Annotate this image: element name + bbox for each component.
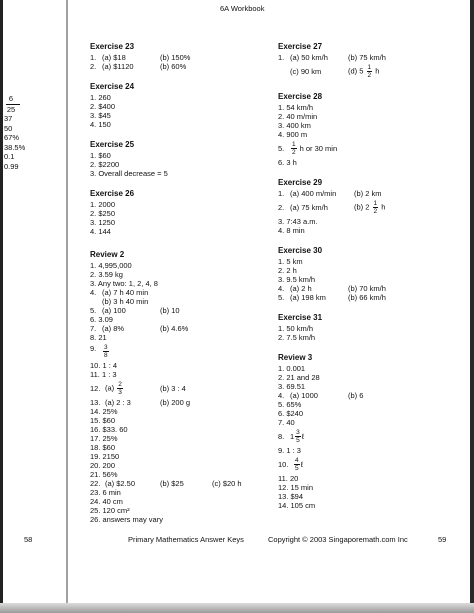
answer-line: 21. 56% <box>90 470 118 479</box>
answer-line: 1. $60 <box>90 151 111 160</box>
item-number: 1. <box>90 53 97 62</box>
answer-line: 19. 2150 <box>90 452 120 461</box>
answer-a: (a) $1120 <box>102 62 134 71</box>
item-number: 5. <box>278 293 285 302</box>
unit: h <box>381 202 386 212</box>
answer-c: (c) $20 h <box>212 479 242 488</box>
answer-line: 3. 9.5 km/h <box>278 275 316 284</box>
exercise-27-title: Exercise 27 <box>278 42 323 51</box>
answer-line: 6. $240 <box>278 409 304 418</box>
item-number: 4. <box>90 288 97 297</box>
answer-line: 1. 260 <box>90 93 111 102</box>
item-number: 10. <box>278 460 289 469</box>
answer-b: (b) 70 km/h <box>348 284 386 293</box>
exercise-24-title: Exercise 24 <box>90 82 135 91</box>
answer-line: 3. 7:43 a.m. <box>278 217 318 226</box>
answer-line: 6. 3.09 <box>90 315 113 324</box>
fraction-numerator: 2 <box>118 381 122 388</box>
bleed-value: 38.5% <box>4 142 26 152</box>
answer-line: 26. answers may vary <box>90 515 163 524</box>
fraction-denominator: 2 <box>367 72 372 79</box>
exercise-29-title: Exercise 29 <box>278 178 323 187</box>
answer-line: 2. $250 <box>90 209 116 218</box>
page-number-left: 58 <box>24 535 33 544</box>
answer-line: 17. 25% <box>90 434 118 443</box>
fraction-denominator: 5 <box>295 465 299 472</box>
fraction-numerator: 1 <box>367 64 372 71</box>
answer-line: 2. 40 m/min <box>278 112 318 121</box>
workbook-header: 6A Workbook <box>220 4 265 13</box>
answer-line: 14. 25% <box>90 407 118 416</box>
exercise-26-title: Exercise 26 <box>90 189 135 198</box>
answer-b: (b) 60% <box>160 62 187 71</box>
fraction <box>367 64 373 79</box>
answer-line: 16. $33. 60 <box>90 425 128 434</box>
answer-line: 2. 21 and 28 <box>278 373 320 382</box>
answer-line: 2. 7.5 km/h <box>278 333 316 342</box>
item-number: 12. <box>90 384 101 393</box>
fraction-denominator: 2 <box>292 149 296 156</box>
answer-line: 3. 400 km <box>278 121 311 130</box>
answer-row <box>278 455 454 474</box>
answer-line: 3. Overall decrease = 5 <box>90 169 168 178</box>
answer-a: (a) 198 km <box>290 293 326 302</box>
item-number: 4. <box>278 284 285 293</box>
exercise-25-title: Exercise 25 <box>90 140 135 149</box>
answer-line: 18. $60 <box>90 443 116 452</box>
scan-edge-right <box>470 0 474 613</box>
fraction <box>103 344 109 359</box>
exercise-31-title: Exercise 31 <box>278 313 323 322</box>
page-number-right: 59 <box>438 535 447 544</box>
answer-line: 1. 54 km/h <box>278 103 314 112</box>
answer-line: 24. 40 cm <box>90 497 123 506</box>
answer-a: (a) 7 h 40 min <box>102 288 149 297</box>
fraction-denominator: 8 <box>104 352 108 359</box>
footer-copyright: Copyright © 2003 Singaporemath.com Inc <box>268 535 408 544</box>
scan-edge-left <box>0 0 3 613</box>
answer-b: (b) 6 <box>348 391 364 400</box>
answer-line: 11. 20 <box>278 474 299 483</box>
answer-line: 12. 15 min <box>278 483 314 492</box>
item-number: 5. <box>90 306 97 315</box>
answer-line: 4. 150 <box>90 120 111 129</box>
answer-row <box>90 288 268 297</box>
answer-row <box>278 62 454 81</box>
answer-a: (a) $2.50 <box>105 479 136 488</box>
answer-row <box>90 342 268 361</box>
answer-row <box>90 297 268 306</box>
answer-a: (a) 8% <box>102 324 125 333</box>
item-number: 8. <box>278 432 285 441</box>
fraction <box>291 141 297 156</box>
answer-row <box>90 324 268 333</box>
answer-a: (a) 400 m/min <box>290 189 337 198</box>
answer-a-label: (a) <box>105 383 115 393</box>
answer-line: 7. 40 <box>278 418 295 427</box>
fraction-numerator: 1 <box>373 200 378 207</box>
item-number: 9. <box>90 344 97 353</box>
facing-page-bleed <box>4 94 25 171</box>
fraction-denominator: 5 <box>296 437 300 444</box>
bleed-value: 0.99 <box>4 161 19 171</box>
exercise-23-title: Exercise 23 <box>90 42 135 51</box>
answer-c: (c) 90 km <box>290 67 322 76</box>
exercise-28-title: Exercise 28 <box>278 92 323 101</box>
answer-line: 20. 200 <box>90 461 116 470</box>
answer-line: 9. 1 : 3 <box>278 446 301 455</box>
answer-line: 2. $2200 <box>90 160 120 169</box>
bleed-frac-bottom: 25 <box>6 104 16 114</box>
answer-row <box>278 427 454 446</box>
answer-line: 1. 2000 <box>90 200 116 209</box>
answer-line: 15. $60 <box>90 416 116 425</box>
answer-line: 23. 6 min <box>90 488 121 497</box>
review-3-title: Review 3 <box>278 353 313 362</box>
answer-line: 5. 65% <box>278 400 302 409</box>
bleed-value: 67% <box>4 133 20 142</box>
answer-row <box>90 479 268 488</box>
item-number-blank <box>90 297 102 306</box>
answer-row <box>278 293 454 302</box>
item-number: 2. <box>90 62 97 71</box>
answer-line: 10. 1 : 4 <box>90 361 118 370</box>
answer-a <box>105 381 160 396</box>
fraction-numerator: 3 <box>104 344 108 351</box>
fraction-denominator: 2 <box>373 208 378 215</box>
item-number: 13. <box>90 398 101 407</box>
answer-row <box>90 398 268 407</box>
fraction-numerator: 4 <box>295 457 299 464</box>
answer-line: 1. 50 km/h <box>278 324 314 333</box>
bleed-frac-top: 6 <box>8 94 14 103</box>
fraction <box>295 429 301 444</box>
answer-b: (b) 3 : 4 <box>160 384 186 393</box>
answer-b-label: (b) 2 <box>354 202 370 212</box>
answer-line: 13. $94 <box>278 492 304 501</box>
answer-b: (b) 10 <box>160 306 180 315</box>
scan-edge-bottom <box>0 603 474 613</box>
answer-a: (a) 100 <box>102 306 126 315</box>
answer-line: 25. 120 cm² <box>90 506 130 515</box>
bleed-value: 0.1 <box>4 152 15 161</box>
answer-line: 1. 4,995,000 <box>90 261 132 270</box>
answer-line: 1. 5 km <box>278 257 303 266</box>
answer-line: 14. 105 cm <box>278 501 316 510</box>
answer-b: (b) 2 km <box>354 189 382 198</box>
footer-title: Primary Mathematics Answer Keys <box>128 535 244 544</box>
answer-b: (b) 150% <box>160 53 191 62</box>
answer-row <box>278 198 454 217</box>
answer-line: 4. 144 <box>90 227 111 236</box>
answer-row <box>90 62 268 71</box>
answer-a: (a) 2 : 3 <box>105 398 131 407</box>
answer-b: (b) 200 g <box>160 398 191 407</box>
fraction <box>294 457 300 472</box>
answer-b: (b) 4.6% <box>160 324 189 333</box>
fraction <box>117 381 123 396</box>
answer-b: (b) $25 <box>160 479 184 488</box>
answer-line: 4. 900 m <box>278 130 308 139</box>
fraction-numerator: 3 <box>296 429 300 436</box>
bleed-value: 37 <box>4 114 13 123</box>
answer-b: (b) 66 km/h <box>348 293 386 302</box>
item-number: 1. <box>278 53 285 62</box>
fraction-denominator: 3 <box>118 389 122 396</box>
answer-line: 3. Any two: 1, 2, 4, 8 <box>90 279 158 288</box>
answer-b: (b) 3 h 40 min <box>102 297 149 306</box>
answer-d <box>348 64 400 79</box>
answer-line: 3. $45 <box>90 111 111 120</box>
fraction <box>373 200 379 215</box>
answer-row <box>278 139 454 158</box>
answer-d-label: (d) 5 <box>348 66 364 76</box>
answer-a: (a) 1000 <box>290 391 318 400</box>
answer-line: 1. 0.001 <box>278 364 306 373</box>
item-number: 1. <box>278 189 285 198</box>
answer-line: 6. 3 h <box>278 158 297 167</box>
answer-line: 4. 8 min <box>278 226 305 235</box>
review-2-title: Review 2 <box>90 250 125 259</box>
right-column <box>278 42 454 510</box>
answer-line: 8. 21 <box>90 333 107 342</box>
answer-a: (a) $18 <box>102 53 126 62</box>
left-column <box>90 42 268 524</box>
answer-row <box>278 53 454 62</box>
page-fold <box>66 0 68 603</box>
answer-row <box>90 53 268 62</box>
item-number: 7. <box>90 324 97 333</box>
answer-row <box>278 284 454 293</box>
answer-line: 2. 3.59 kg <box>90 270 123 279</box>
item-number: 22. <box>90 479 101 488</box>
answer-a: (a) 50 km/h <box>290 53 328 62</box>
item-number: 5. <box>278 144 285 153</box>
item-number: 2. <box>278 203 285 212</box>
unit: ℓ <box>301 432 305 441</box>
answer-line: 3. 69.51 <box>278 382 306 391</box>
answer-row <box>90 379 268 398</box>
answer-text: h or 30 min <box>299 144 338 153</box>
answer-row <box>90 306 268 315</box>
item-number: 4. <box>278 391 285 400</box>
bleed-value: 50 <box>4 123 13 133</box>
answer-line: 2. $400 <box>90 102 116 111</box>
unit: ℓ <box>300 460 304 469</box>
answer-b: (b) 75 km/h <box>348 53 386 62</box>
whole-number: 1 <box>290 432 295 441</box>
exercise-30-title: Exercise 30 <box>278 246 323 255</box>
answer-row <box>278 391 454 400</box>
answer-a: (a) 2 h <box>290 284 312 293</box>
fraction-numerator: 1 <box>292 141 296 148</box>
answer-a: (a) 75 km/h <box>290 203 328 212</box>
answer-row <box>278 189 454 198</box>
answer-line: 11. 1 : 3 <box>90 370 117 379</box>
answer-line: 2. 2 h <box>278 266 297 275</box>
answer-b <box>354 200 406 215</box>
answer-line: 3. 1250 <box>90 218 116 227</box>
unit: h <box>375 66 380 76</box>
